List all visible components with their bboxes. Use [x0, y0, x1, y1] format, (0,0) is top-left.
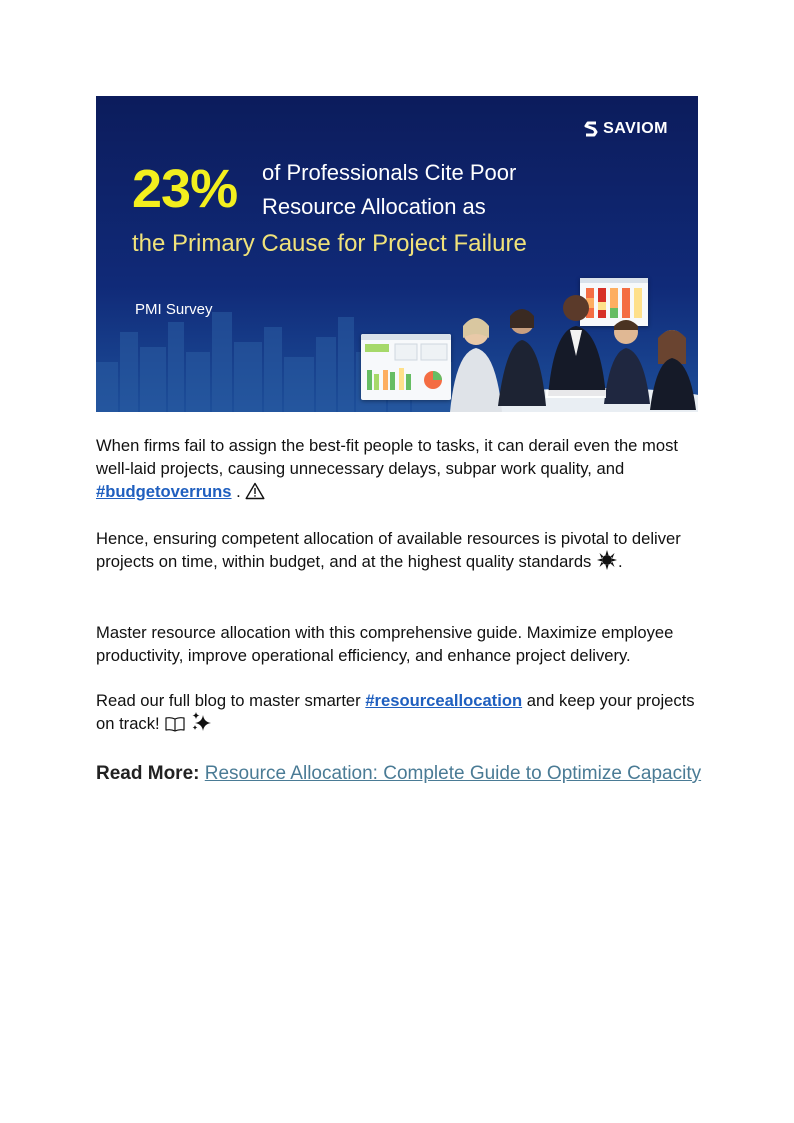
- paragraph-allocation-text: Hence, ensuring competent allocation of available resources is pivotal to deliver projects on time, within budget, and at the highest quality standards: [96, 529, 681, 571]
- paragraph-intro-text: When firms fail to assign the best-fit people to tasks, it can derail even the most well-laid projects, causing unnecessary delays, subpar work quality, and: [96, 436, 678, 478]
- person-4: [604, 320, 650, 404]
- hashtag-resourceallocation-link[interactable]: #resourceallocation: [365, 691, 523, 710]
- paragraph-allocation-after: .: [617, 552, 623, 571]
- statistic-percent: 23%: [132, 159, 238, 219]
- read-more-label: Read More:: [96, 763, 200, 784]
- sunburst-icon: [596, 550, 618, 576]
- team-meeting-photo: [436, 286, 698, 412]
- subheadline: the Primary Cause for Project Failure: [132, 230, 527, 257]
- paragraph-allocation: [96, 527, 706, 576]
- read-more: [96, 761, 706, 787]
- paragraph-blog-before: Read our full blog to master smarter: [96, 691, 366, 710]
- paragraph-intro: [96, 434, 706, 506]
- person-5: [650, 330, 696, 410]
- headline: [262, 156, 516, 224]
- paragraph-guide: Master resource allocation with this comprehensive guide. Maximize employee productivity, improve operational efficiency, and enhance project delivery.: [96, 623, 674, 665]
- paragraph-blog-after: and keep your projects on track!: [96, 691, 695, 733]
- headline-line-1: of Professionals Cite Poor: [262, 160, 517, 185]
- saviom-logo: [584, 120, 668, 138]
- paragraph-blog: [96, 689, 706, 738]
- hashtag-budgetoverruns-link[interactable]: #budgetoverruns: [96, 482, 232, 501]
- saviom-mark-icon: [584, 120, 598, 138]
- paragraph-intro-after: .: [231, 482, 246, 501]
- warning-icon: [245, 482, 265, 506]
- open-book-icon: [164, 715, 186, 738]
- read-more-link[interactable]: Resource Allocation: Complete Guide to Optimize Capacity: [204, 763, 702, 784]
- source-label: PMI Survey: [135, 301, 213, 318]
- person-2: [498, 309, 546, 406]
- logo-text: SAVIOM: [603, 120, 668, 137]
- sparkles-icon: [191, 712, 213, 738]
- person-1: [450, 318, 502, 412]
- person-3: [548, 295, 606, 396]
- banner-image: [96, 96, 698, 412]
- headline-line-2: Resource Allocation as: [262, 194, 486, 219]
